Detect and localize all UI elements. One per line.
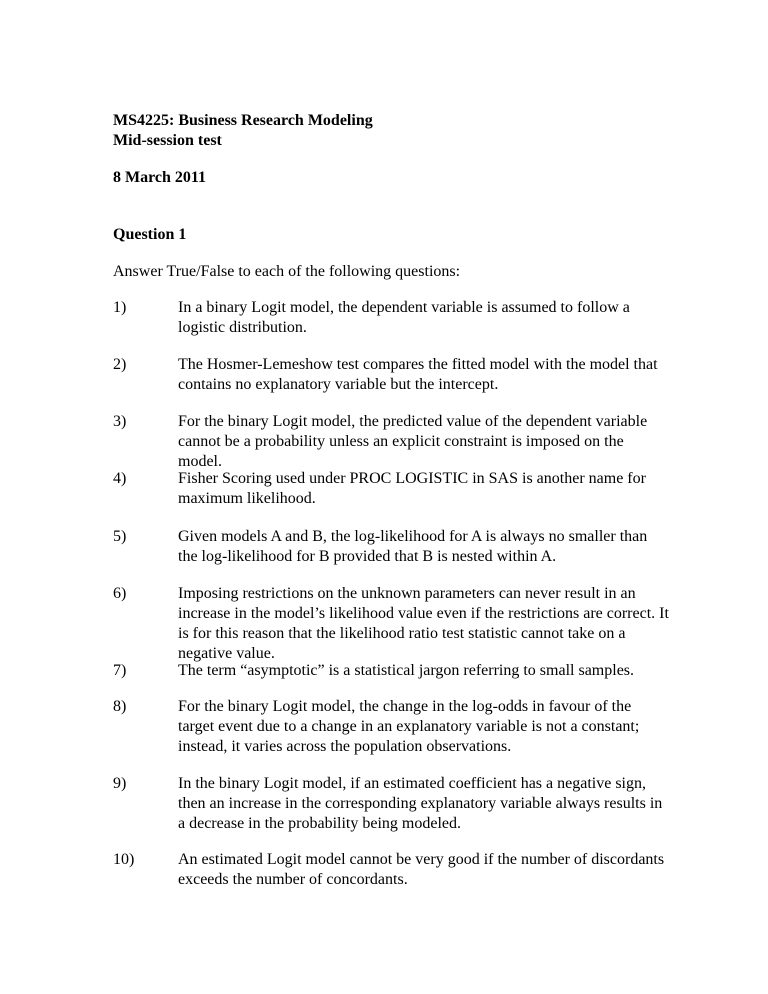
item-text: Given models A and B, the log-likelihood for A is always no smaller than the log-likelihood for B provided that B is nested within A. [178, 528, 648, 565]
item-number: 4) [113, 470, 127, 487]
item-text: For the binary Logit model, the change in the log-odds in favour of the target event due to a change in an explanatory variable is not a constant; instead, it varies across the population observations. [178, 698, 640, 755]
item-text: In a binary Logit model, the dependent variable is assumed to follow a logistic distribution. [178, 299, 630, 336]
item-number: 10) [113, 851, 135, 868]
test-date: 8 March 2011 [113, 169, 207, 186]
item-number: 2) [113, 356, 127, 373]
item-text: For the binary Logit model, the predicted value of the dependent variable cannot be a probability unless an explicit constraint is imposed on the model. [178, 413, 648, 470]
question-instructions: Answer True/False to each of the following questions: [113, 263, 461, 280]
item-number: 6) [113, 585, 127, 602]
item-text: The Hosmer-Lemeshow test compares the fitted model with the model that contains no explanatory variable but the intercept. [178, 356, 658, 393]
course-title: MS4225: Business Research Modeling [113, 112, 373, 129]
item-number: 8) [113, 698, 127, 715]
item-text: In the binary Logit model, if an estimated coefficient has a negative sign, then an increase in the corresponding explanatory variable always results in a decrease in the probability being modeled. [178, 775, 663, 832]
item-number: 3) [113, 413, 127, 430]
test-title: Mid-session test [113, 132, 222, 149]
item-text: The term “asymptotic” is a statistical jargon referring to small samples. [178, 662, 635, 679]
item-number: 7) [113, 662, 127, 679]
question-heading: Question 1 [113, 226, 187, 243]
item-number: 1) [113, 299, 127, 316]
item-number: 5) [113, 528, 127, 545]
item-text: Fisher Scoring used under PROC LOGISTIC in SAS is another name for maximum likelihood. [178, 470, 646, 507]
item-text: An estimated Logit model cannot be very good if the number of discordants exceeds the number of concordants. [178, 851, 665, 888]
item-number: 9) [113, 775, 127, 792]
item-text: Imposing restrictions on the unknown parameters can never result in an increase in the model’s likelihood value even if the restrictions are correct. It is for this reason that the likelihood ratio test statistic cannot take on a negative value. [178, 585, 669, 662]
